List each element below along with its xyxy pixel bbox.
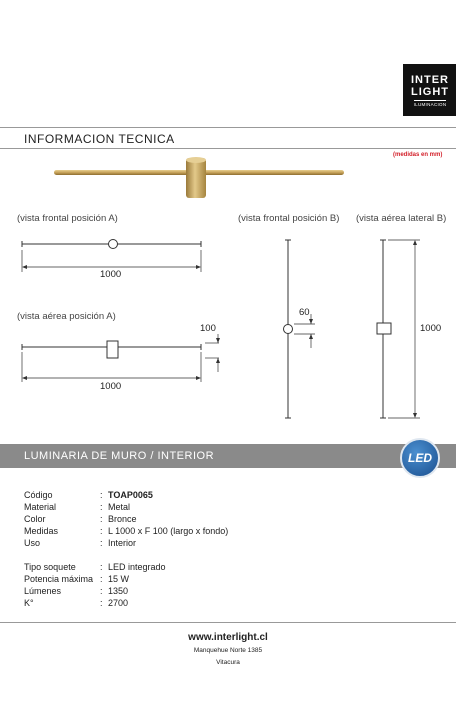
dim-frontal-a-length: 1000 [100,269,122,280]
spec-label: Medidas [24,526,59,536]
product-image [40,150,360,200]
spec-colon: : [100,598,103,608]
logo-line1: INTER [411,73,449,86]
spec-value: Bronce [108,514,137,524]
diagram-aerea-lateral-b [368,232,428,422]
logo-line3: ILUMINACION [413,101,447,107]
spec-colon: : [100,514,103,524]
spec-label: Material [24,502,57,512]
spec-value: L 1000 x F 100 (largo x fondo) [108,526,229,536]
spec-colon: : [100,574,103,584]
diagram-aerea-a [15,332,225,387]
spec-value: 1350 [108,586,129,596]
spec-label: Código [24,490,53,500]
spec-label: Color [24,514,46,524]
spec-value: 2700 [108,598,129,608]
category-title: LUMINARIA DE MURO / INTERIOR [24,450,215,462]
led-badge-icon [400,438,440,478]
spec-value: Interior [108,538,137,548]
caption-frontal-b: (vista frontal posición B) [238,213,340,224]
spec-value: 15 W [108,574,130,584]
spec-colon: : [100,562,103,572]
top-divider [0,127,456,128]
spec-colon: : [100,538,103,548]
units-note: (medidas en mm) [393,152,443,158]
spec-label: Uso [24,538,41,548]
spec-label: Potencia máxima [24,574,94,584]
caption-aerea-a: (vista aérea posición A) [17,311,116,322]
caption-frontal-a: (vista frontal posición A) [17,213,118,224]
spec-value: Metal [108,502,131,512]
spec-colon: : [100,490,103,500]
spec-value: LED integrado [108,562,166,572]
diagram-frontal-b [275,232,320,422]
spec-label: Lúmenes [24,586,62,596]
footer-city: Vitacura [216,659,240,666]
spec-label: K° [24,598,34,608]
dim-frontal-b-offset: 60 [299,307,310,318]
spec-value: TOAP0065 [108,490,153,500]
spec-colon: : [100,586,103,596]
title-underline [0,148,456,149]
logo-line2: LIGHT [411,85,449,98]
product-cylinder [186,158,206,198]
caption-aerea-lateral-b: (vista aérea lateral B) [356,213,447,224]
dim-lateral-b-length: 1000 [420,323,442,334]
footer-divider [0,622,456,623]
footer-address: Manquehue Norte 1385 [193,647,263,654]
footer-website[interactable]: www.interlight.cl [188,632,268,643]
section-title: INFORMACION TECNICA [24,132,175,146]
spec-label: Tipo soquete [24,562,76,572]
dim-aerea-a-length: 1000 [100,381,122,392]
dim-aerea-a-depth: 100 [200,323,216,334]
spec-colon: : [100,502,103,512]
interlight-logo [403,64,456,116]
spec-colon: : [100,526,103,536]
led-badge-label: LED [408,451,432,465]
